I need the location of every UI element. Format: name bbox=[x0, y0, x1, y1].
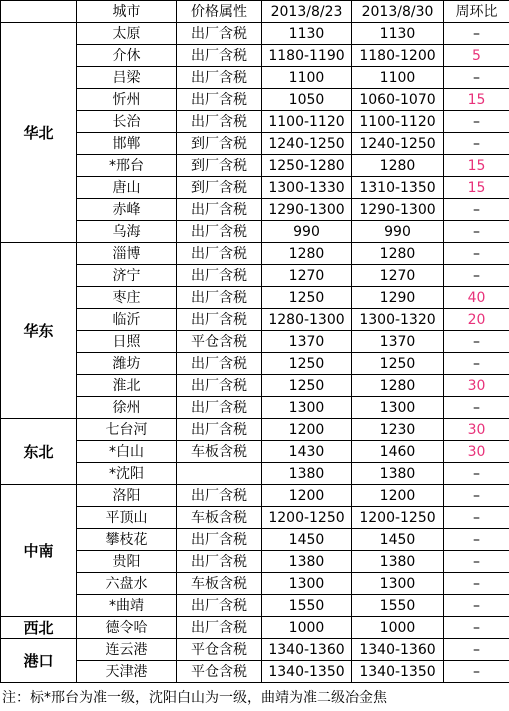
price-attribute-cell: 出厂含税 bbox=[177, 397, 262, 419]
price-previous-cell: 1250 bbox=[262, 353, 352, 375]
week-change-cell: – bbox=[444, 639, 509, 661]
week-change-cell: – bbox=[444, 111, 509, 133]
price-attribute-cell: 车板含税 bbox=[177, 441, 262, 463]
table-row bbox=[1, 441, 509, 463]
city-cell: 贵阳 bbox=[77, 551, 177, 573]
price-previous-cell: 1100-1120 bbox=[262, 111, 352, 133]
price-attribute-cell: 车板含税 bbox=[177, 573, 262, 595]
city-cell: 长治 bbox=[77, 111, 177, 133]
price-current-cell: 1300 bbox=[352, 573, 444, 595]
table-row bbox=[1, 595, 509, 617]
table-row bbox=[1, 397, 509, 419]
price-attribute-cell: 出厂含税 bbox=[177, 243, 262, 265]
table-row bbox=[1, 419, 509, 441]
price-attribute-cell: 出厂含税 bbox=[177, 111, 262, 133]
table-row bbox=[1, 221, 509, 243]
city-cell: 淮北 bbox=[77, 375, 177, 397]
price-current-cell: 1300-1320 bbox=[352, 309, 444, 331]
price-current-cell: 990 bbox=[352, 221, 444, 243]
price-attribute-cell: 出厂含税 bbox=[177, 23, 262, 45]
price-previous-cell: 1050 bbox=[262, 89, 352, 111]
table-row bbox=[1, 529, 509, 551]
table-row bbox=[1, 287, 509, 309]
price-attribute-cell: 出厂含税 bbox=[177, 265, 262, 287]
price-previous-cell: 1180-1190 bbox=[262, 45, 352, 67]
price-previous-cell: 1130 bbox=[262, 23, 352, 45]
week-change-cell: 30 bbox=[444, 375, 509, 397]
table-row bbox=[1, 177, 509, 199]
week-change-cell: – bbox=[444, 595, 509, 617]
price-attribute-cell: 出厂含税 bbox=[177, 67, 262, 89]
price-previous-cell: 1270 bbox=[262, 265, 352, 287]
table-row bbox=[1, 199, 509, 221]
price-attribute-cell: 到厂含税 bbox=[177, 177, 262, 199]
city-cell: 日照 bbox=[77, 331, 177, 353]
city-cell: 吕梁 bbox=[77, 67, 177, 89]
table-row bbox=[1, 485, 509, 507]
week-change-cell: – bbox=[444, 353, 509, 375]
table-row bbox=[1, 265, 509, 287]
week-change-cell: – bbox=[444, 463, 509, 485]
price-attribute-cell: 到厂含税 bbox=[177, 133, 262, 155]
price-previous-cell: 1450 bbox=[262, 529, 352, 551]
price-previous-cell: 1290-1300 bbox=[262, 199, 352, 221]
price-current-cell: 1250 bbox=[352, 353, 444, 375]
region-cell: 港口 bbox=[1, 639, 77, 683]
city-cell: 天津港 bbox=[77, 661, 177, 683]
city-cell: 徐州 bbox=[77, 397, 177, 419]
week-change-cell: 20 bbox=[444, 309, 509, 331]
price-previous-cell: 1100 bbox=[262, 67, 352, 89]
price-previous-cell: 1430 bbox=[262, 441, 352, 463]
price-previous-cell: 1240-1250 bbox=[262, 133, 352, 155]
table-row bbox=[1, 639, 509, 661]
price-attribute-cell: 车板含税 bbox=[177, 507, 262, 529]
price-current-cell: 1290-1300 bbox=[352, 199, 444, 221]
price-attribute-cell: 出厂含税 bbox=[177, 375, 262, 397]
price-attribute-cell: 平仓含税 bbox=[177, 639, 262, 661]
price-previous-cell: 1280-1300 bbox=[262, 309, 352, 331]
price-previous-cell: 1250 bbox=[262, 375, 352, 397]
city-cell: 唐山 bbox=[77, 177, 177, 199]
week-change-cell: 15 bbox=[444, 155, 509, 177]
price-attribute-cell bbox=[177, 463, 262, 485]
table-row bbox=[1, 111, 509, 133]
city-cell: 平顶山 bbox=[77, 507, 177, 529]
price-attribute-cell: 出厂含税 bbox=[177, 221, 262, 243]
price-attribute-cell: 出厂含税 bbox=[177, 45, 262, 67]
table-row bbox=[1, 45, 509, 67]
table-row bbox=[1, 551, 509, 573]
price-current-cell: 1290 bbox=[352, 287, 444, 309]
price-current-cell: 1310-1350 bbox=[352, 177, 444, 199]
city-cell: 赤峰 bbox=[77, 199, 177, 221]
price-previous-cell: 1380 bbox=[262, 463, 352, 485]
week-change-cell: 15 bbox=[444, 89, 509, 111]
footnote: 注：标*邢台为准一级，沈阳白山为一级，曲靖为准二级冶金焦 bbox=[2, 690, 387, 706]
table-row bbox=[1, 375, 509, 397]
week-change-cell: – bbox=[444, 23, 509, 45]
price-attribute-cell: 出厂含税 bbox=[177, 551, 262, 573]
city-cell: *沈阳 bbox=[77, 463, 177, 485]
week-change-cell: – bbox=[444, 265, 509, 287]
price-attribute-cell: 平仓含税 bbox=[177, 661, 262, 683]
table-body bbox=[1, 23, 509, 683]
week-change-cell: 40 bbox=[444, 287, 509, 309]
price-current-cell: 1240-1250 bbox=[352, 133, 444, 155]
table-row bbox=[1, 573, 509, 595]
table-row bbox=[1, 507, 509, 529]
city-cell: 太原 bbox=[77, 23, 177, 45]
city-cell: 六盘水 bbox=[77, 573, 177, 595]
price-previous-cell: 990 bbox=[262, 221, 352, 243]
price-current-cell: 1300 bbox=[352, 397, 444, 419]
week-change-cell: – bbox=[444, 221, 509, 243]
city-cell: 七台河 bbox=[77, 419, 177, 441]
price-current-cell: 1130 bbox=[352, 23, 444, 45]
week-change-cell: – bbox=[444, 507, 509, 529]
city-cell: *曲靖 bbox=[77, 595, 177, 617]
price-previous-cell: 1340-1360 bbox=[262, 639, 352, 661]
header-city: 城市 bbox=[77, 1, 177, 23]
week-change-cell: – bbox=[444, 485, 509, 507]
price-attribute-cell: 出厂含税 bbox=[177, 353, 262, 375]
table-row bbox=[1, 243, 509, 265]
week-change-cell: – bbox=[444, 199, 509, 221]
table-row bbox=[1, 155, 509, 177]
region-cell: 西北 bbox=[1, 617, 77, 639]
city-cell: 忻州 bbox=[77, 89, 177, 111]
price-current-cell: 1200 bbox=[352, 485, 444, 507]
price-current-cell: 1380 bbox=[352, 463, 444, 485]
city-cell: 淄博 bbox=[77, 243, 177, 265]
price-current-cell: 1280 bbox=[352, 243, 444, 265]
price-current-cell: 1000 bbox=[352, 617, 444, 639]
price-current-cell: 1200-1250 bbox=[352, 507, 444, 529]
price-current-cell: 1270 bbox=[352, 265, 444, 287]
price-current-cell: 1370 bbox=[352, 331, 444, 353]
table-row bbox=[1, 463, 509, 485]
price-current-cell: 1340-1360 bbox=[352, 639, 444, 661]
region-cell: 东北 bbox=[1, 419, 77, 485]
price-current-cell: 1550 bbox=[352, 595, 444, 617]
price-previous-cell: 1340-1350 bbox=[262, 661, 352, 683]
price-attribute-cell: 出厂含税 bbox=[177, 89, 262, 111]
price-current-cell: 1280 bbox=[352, 155, 444, 177]
price-current-cell: 1230 bbox=[352, 419, 444, 441]
price-previous-cell: 1250-1280 bbox=[262, 155, 352, 177]
city-cell: *邢台 bbox=[77, 155, 177, 177]
price-previous-cell: 1370 bbox=[262, 331, 352, 353]
price-current-cell: 1380 bbox=[352, 551, 444, 573]
header-price-attribute: 价格属性 bbox=[177, 1, 262, 23]
price-current-cell: 1460 bbox=[352, 441, 444, 463]
price-attribute-cell: 出厂含税 bbox=[177, 595, 262, 617]
price-previous-cell: 1000 bbox=[262, 617, 352, 639]
region-cell: 中南 bbox=[1, 485, 77, 617]
week-change-cell: – bbox=[444, 573, 509, 595]
price-previous-cell: 1200 bbox=[262, 485, 352, 507]
city-cell: 洛阳 bbox=[77, 485, 177, 507]
week-change-cell: 15 bbox=[444, 177, 509, 199]
price-previous-cell: 1300 bbox=[262, 573, 352, 595]
city-cell: 攀枝花 bbox=[77, 529, 177, 551]
price-current-cell: 1340-1350 bbox=[352, 661, 444, 683]
header-row bbox=[1, 1, 509, 23]
city-cell: *白山 bbox=[77, 441, 177, 463]
week-change-cell: – bbox=[444, 243, 509, 265]
price-attribute-cell: 出厂含税 bbox=[177, 485, 262, 507]
city-cell: 乌海 bbox=[77, 221, 177, 243]
week-change-cell: – bbox=[444, 529, 509, 551]
price-current-cell: 1100-1120 bbox=[352, 111, 444, 133]
price-previous-cell: 1300 bbox=[262, 397, 352, 419]
price-previous-cell: 1300-1330 bbox=[262, 177, 352, 199]
header-date-previous: 2013/8/23 bbox=[262, 1, 352, 23]
table-row bbox=[1, 23, 509, 45]
week-change-cell: – bbox=[444, 67, 509, 89]
table-row bbox=[1, 133, 509, 155]
price-previous-cell: 1280 bbox=[262, 243, 352, 265]
week-change-cell: – bbox=[444, 331, 509, 353]
price-attribute-cell: 出厂含税 bbox=[177, 199, 262, 221]
price-previous-cell: 1200-1250 bbox=[262, 507, 352, 529]
price-attribute-cell: 出厂含税 bbox=[177, 617, 262, 639]
price-previous-cell: 1200 bbox=[262, 419, 352, 441]
region-cell: 华北 bbox=[1, 23, 77, 243]
price-attribute-cell: 出厂含税 bbox=[177, 419, 262, 441]
price-previous-cell: 1250 bbox=[262, 287, 352, 309]
price-current-cell: 1180-1200 bbox=[352, 45, 444, 67]
header-week-change: 周环比 bbox=[444, 1, 509, 23]
price-attribute-cell: 出厂含税 bbox=[177, 309, 262, 331]
week-change-cell: – bbox=[444, 133, 509, 155]
week-change-cell: 30 bbox=[444, 419, 509, 441]
city-cell: 临沂 bbox=[77, 309, 177, 331]
price-current-cell: 1060-1070 bbox=[352, 89, 444, 111]
price-previous-cell: 1380 bbox=[262, 551, 352, 573]
price-attribute-cell: 出厂含税 bbox=[177, 287, 262, 309]
price-attribute-cell: 到厂含税 bbox=[177, 155, 262, 177]
city-cell: 济宁 bbox=[77, 265, 177, 287]
header-date-current: 2013/8/30 bbox=[352, 1, 444, 23]
city-cell: 邯郸 bbox=[77, 133, 177, 155]
week-change-cell: – bbox=[444, 551, 509, 573]
table-row bbox=[1, 353, 509, 375]
city-cell: 枣庄 bbox=[77, 287, 177, 309]
table-row bbox=[1, 331, 509, 353]
city-cell: 连云港 bbox=[77, 639, 177, 661]
week-change-cell: 5 bbox=[444, 45, 509, 67]
table-row bbox=[1, 67, 509, 89]
table-row bbox=[1, 309, 509, 331]
table-row bbox=[1, 661, 509, 683]
price-attribute-cell: 平仓含税 bbox=[177, 331, 262, 353]
city-cell: 介休 bbox=[77, 45, 177, 67]
week-change-cell: 30 bbox=[444, 441, 509, 463]
price-attribute-cell: 出厂含税 bbox=[177, 529, 262, 551]
price-current-cell: 1280 bbox=[352, 375, 444, 397]
city-cell: 潍坊 bbox=[77, 353, 177, 375]
price-previous-cell: 1550 bbox=[262, 595, 352, 617]
header-region bbox=[1, 1, 77, 23]
table-row bbox=[1, 89, 509, 111]
city-cell: 德令哈 bbox=[77, 617, 177, 639]
week-change-cell: – bbox=[444, 397, 509, 419]
week-change-cell: – bbox=[444, 661, 509, 683]
region-cell: 华东 bbox=[1, 243, 77, 419]
table-row bbox=[1, 617, 509, 639]
price-current-cell: 1450 bbox=[352, 529, 444, 551]
week-change-cell: – bbox=[444, 617, 509, 639]
price-current-cell: 1100 bbox=[352, 67, 444, 89]
